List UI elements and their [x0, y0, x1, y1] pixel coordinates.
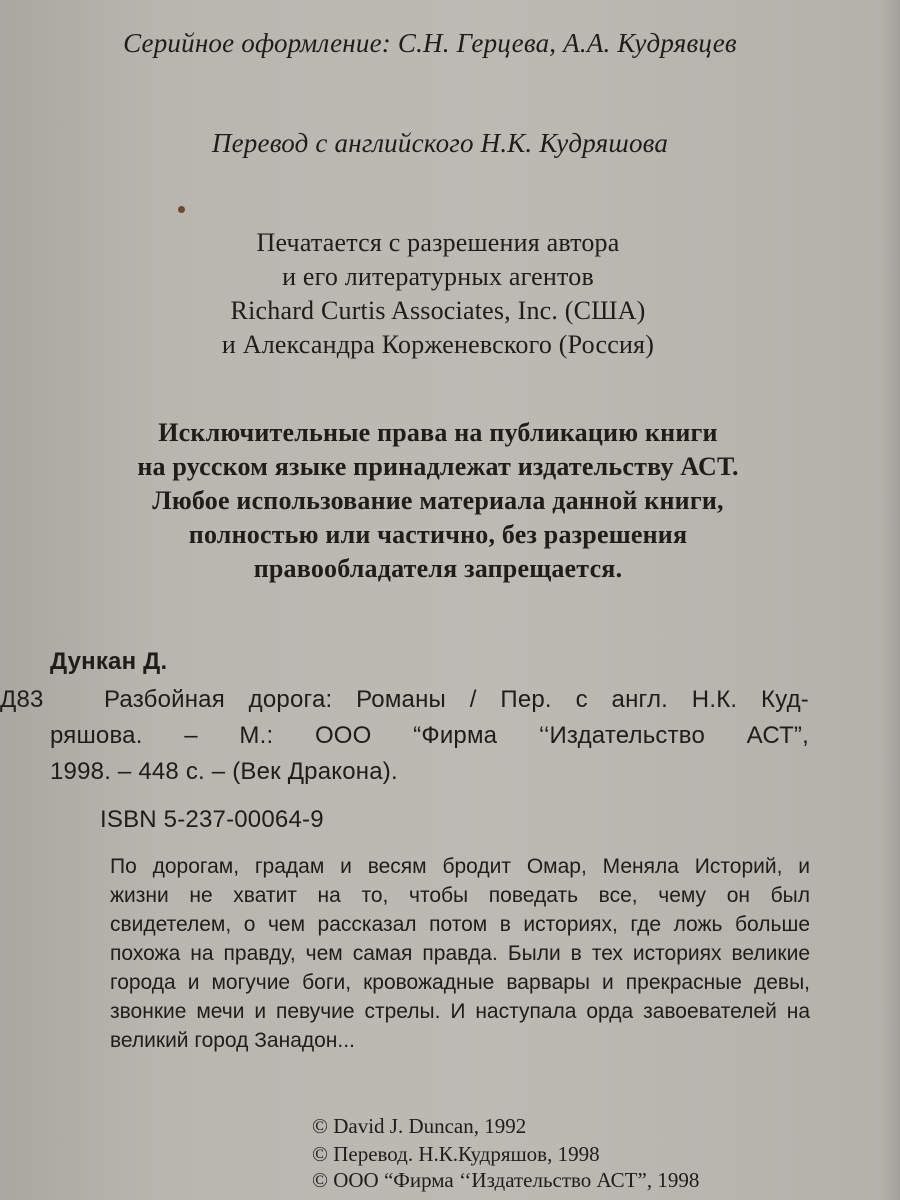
permission-line: Печатается с разрешения автора — [256, 228, 620, 257]
annotation-line: свидетелем, о чем рассказал потом в историях, где ложь больше — [110, 913, 810, 936]
copyright-line: © David J. Duncan, 1992 — [312, 1114, 527, 1138]
book-annotation — [110, 852, 810, 1055]
annotation-line: звонкие мечи и певучие стрелы. И наступала орда завоевателей на — [110, 1000, 810, 1023]
copyright-line: © Перевод. Н.К.Кудряшов, 1998 — [312, 1142, 600, 1166]
copyright-line: © ООО “Фирма ‘‘Издательство АСТ”, 1998 — [312, 1168, 700, 1192]
permission-line: Richard Curtis Associates, Inc. (США) — [230, 296, 646, 325]
ink-speck — [178, 206, 185, 213]
annotation-line: великий город Занадон... — [110, 1029, 355, 1052]
annotation-line: города и могучие боги, кровожадные варвары и прекрасные девы, — [110, 971, 810, 994]
rights-line: правообладателя запрещается. — [253, 554, 623, 583]
catalog-line: ряшова. – М.: ООО “Фирма ‘‘Издательство АСТ”, — [50, 722, 809, 749]
catalog-code: Д83 — [0, 686, 44, 713]
permission-line: и его литературных агентов — [282, 262, 594, 291]
isbn: ISBN 5-237-00064-9 — [100, 806, 324, 833]
translation-credit: Перевод с английского Н.К. Кудряшова — [211, 128, 669, 158]
design-credit: Серийное оформление: С.Н. Герцева, А.А. Кудрявцев — [123, 28, 737, 58]
catalog-line: Разбойная дорога: Романы / Пер. с англ. Н.К. Куд- — [104, 686, 809, 713]
annotation-line: похожа на правду, чем самая правда. Были в тех историях великие — [110, 942, 810, 965]
permission-line: и Александра Корженевского (Россия) — [221, 330, 655, 359]
annotation-line: По дорогам, градам и весям бродит Омар, Меняла Историй, и — [110, 855, 810, 878]
rights-line: Любое использование материала данной книги, — [152, 486, 724, 515]
rights-line: на русском языке принадлежат издательству АСТ. — [137, 452, 739, 481]
annotation-line: жизни не хватит на то, чтобы поведать все, чему он был — [110, 884, 810, 907]
catalog-author: Дункан Д. — [50, 648, 168, 675]
rights-line: Исключительные права на публикацию книги — [158, 418, 718, 447]
page-edge-shadow — [882, 0, 900, 1200]
catalog-line: 1998. – 448 с. – (Век Дракона). — [50, 758, 398, 785]
rights-line: полностью или частично, без разрешения — [188, 520, 688, 549]
